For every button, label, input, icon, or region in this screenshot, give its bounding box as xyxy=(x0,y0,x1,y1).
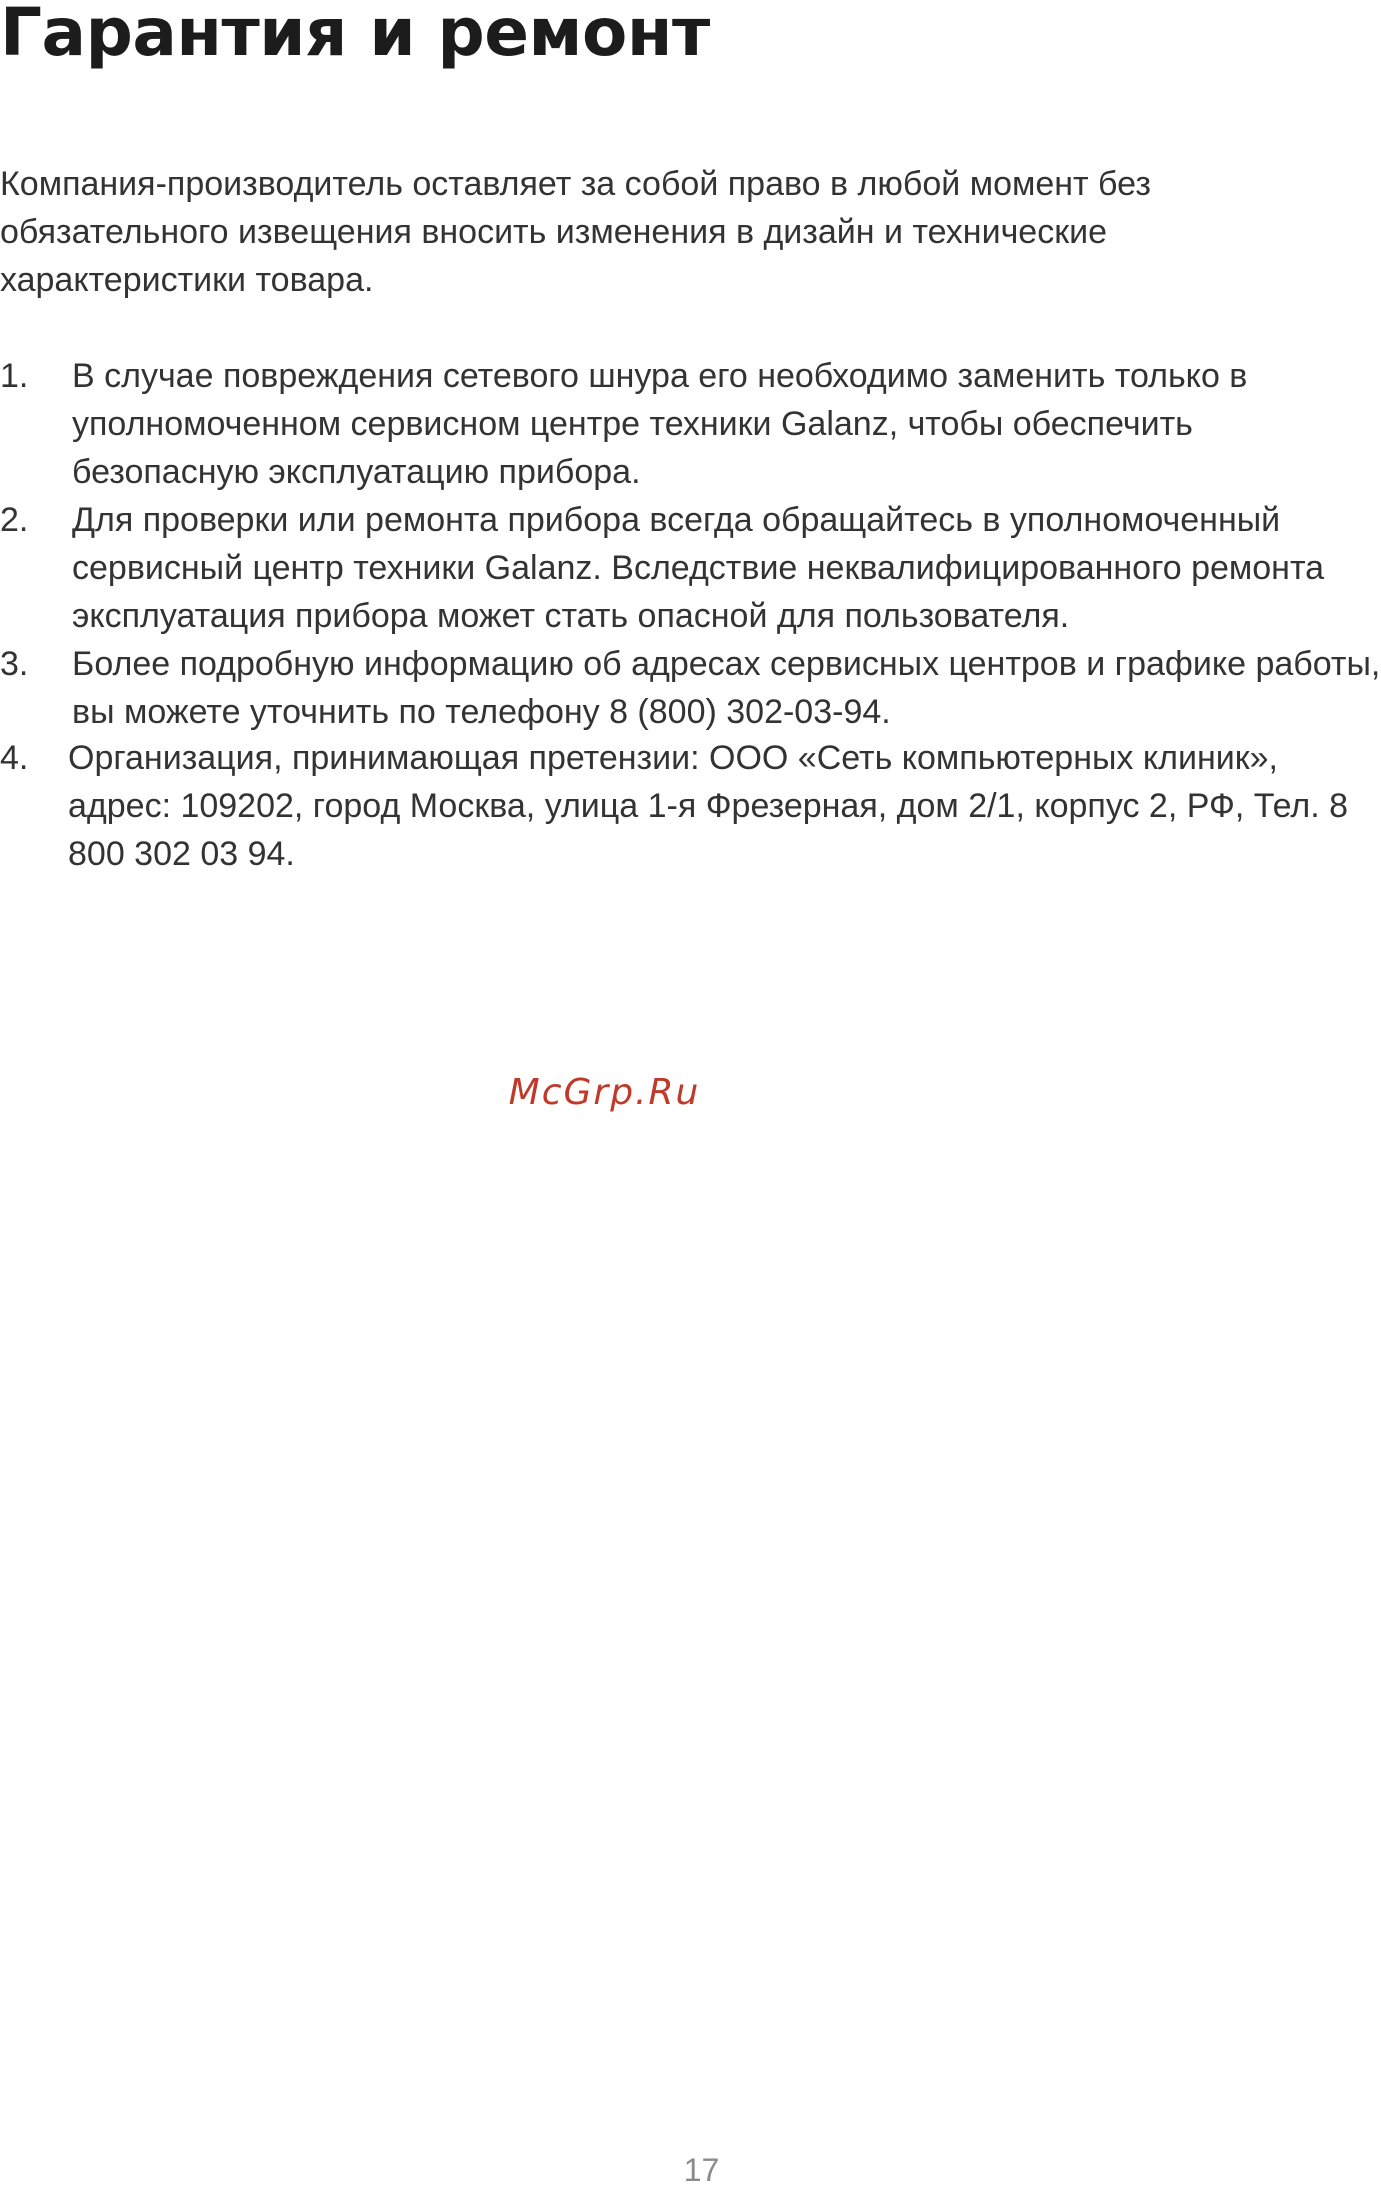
list-item-number: 3. xyxy=(0,645,29,683)
list-item xyxy=(0,352,1381,496)
list-item-number: 2. xyxy=(0,501,29,539)
list-item-text: Более подробную информацию об адресах сервисных центров и графике работы, вы можете уточнить по телефону 8 (800) 302-03-94. xyxy=(72,645,1381,731)
page-title: Гарантия и ремонт xyxy=(0,0,710,71)
list-item-number: 1. xyxy=(0,357,29,395)
list-item-text: Организация, принимающая претензии: ООО «Сеть компьютерных клиник», адрес: 109202, город Москва, улица 1-я Фрезерная, дом 2/1, корпус 2, РФ, Тел. 8 800 302 03 94. xyxy=(68,739,1349,873)
intro-paragraph: Компания-производитель оставляет за собой право в любой момент без обязательного извещения вносить изменения в дизайн и технические характеристики товара. xyxy=(0,165,1151,299)
list-item xyxy=(0,640,1381,736)
list-item xyxy=(0,496,1381,640)
list-item-text: В случае повреждения сетевого шнура его необходимо заменить только в уполномоченном сервисном центре техники Galanz, чтобы обеспечить безопасную эксплуатацию прибора. xyxy=(72,357,1248,491)
page-number: 17 xyxy=(683,2152,720,2188)
watermark-link[interactable]: McGrp.Ru xyxy=(508,1072,701,1113)
list-item xyxy=(0,734,1381,878)
list-item-number: 4. xyxy=(0,739,29,777)
list-item-text: Для проверки или ремонта прибора всегда обращайтесь в уполномоченный сервисный центр техники Galanz. Вследствие неквалифицированного ремонта эксплуатация прибора может стать опасной для пользователя. xyxy=(72,501,1325,635)
